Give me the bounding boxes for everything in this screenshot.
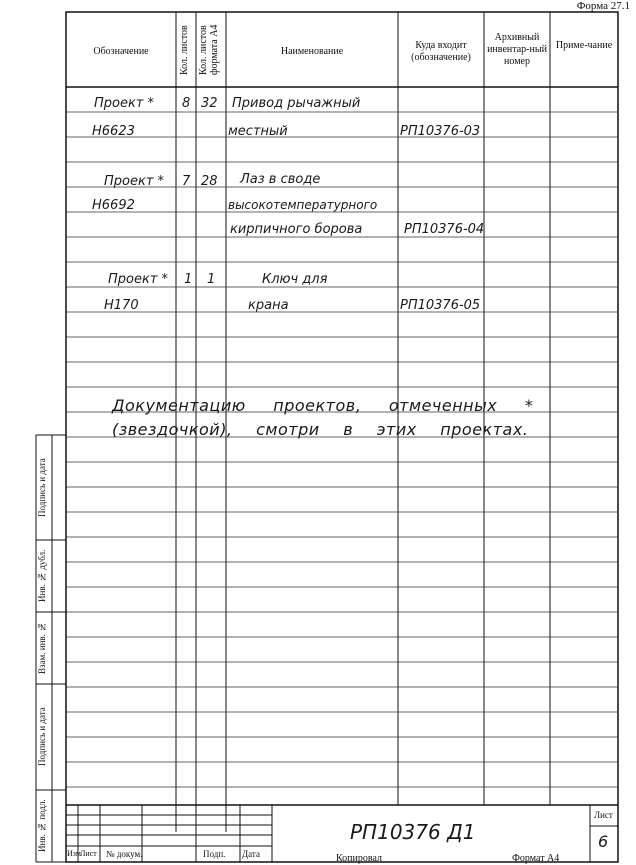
document-code: РП10376 Д1 bbox=[350, 820, 476, 844]
form-label: Форма 27.1 bbox=[576, 0, 630, 12]
row2-name-1: Лаз в своде bbox=[240, 172, 321, 187]
row2-designation-1: Проект * bbox=[104, 174, 165, 189]
row2-a4: 28 bbox=[201, 174, 218, 189]
format-label: Формат А4 bbox=[512, 853, 560, 864]
row1-where-used: РП10376-03 bbox=[400, 124, 481, 139]
row1-a4: 32 bbox=[201, 96, 218, 111]
header-designation: Обозначение bbox=[93, 46, 149, 57]
row1-designation-1: Проект * bbox=[94, 96, 155, 111]
side-sign-date-2: Подпись и дата bbox=[37, 707, 47, 767]
row3-where-used: РП10376-05 bbox=[400, 298, 481, 313]
tb-sheet-label: Лист bbox=[594, 810, 613, 820]
row2-sheets: 7 bbox=[182, 174, 191, 189]
row1-name-1: Привод рычажный bbox=[232, 96, 361, 111]
row3-name-2: крана bbox=[248, 298, 289, 313]
header-name: Наименование bbox=[280, 46, 344, 57]
footnote-line-2: (звездочкой), смотри в этих проектах. bbox=[112, 420, 529, 439]
header-a4-format: Кол. листов формата А4 bbox=[198, 24, 220, 76]
row3-a4: 1 bbox=[207, 272, 216, 287]
row2-name-2: высокотемпературного bbox=[228, 198, 378, 212]
row1-sheets: 8 bbox=[182, 96, 191, 111]
row1-designation-2: Н6623 bbox=[92, 124, 135, 139]
header-note: Приме-чание bbox=[555, 40, 613, 51]
row3-designation-2: Н170 bbox=[104, 298, 139, 313]
footnote-line-1: Документацию проектов, отмеченных * bbox=[112, 396, 534, 415]
tb-col-list: Лист bbox=[80, 849, 97, 858]
row3-designation-1: Проект * bbox=[108, 272, 169, 287]
tb-sheet-number: 6 bbox=[598, 832, 609, 851]
row3-sheets: 1 bbox=[184, 272, 193, 287]
row1-name-2: местный bbox=[228, 124, 288, 139]
row2-name-3: кирпичного борова bbox=[230, 222, 363, 237]
header-sheets-count: Кол. листов bbox=[179, 25, 190, 75]
copied-label: Копировал bbox=[336, 853, 382, 864]
row2-designation-2: Н6692 bbox=[92, 198, 135, 213]
tb-col-date: Дата bbox=[242, 849, 260, 859]
row2-where-used: РП10376-04 bbox=[404, 222, 485, 237]
header-where-used: Куда входит (обозначение) bbox=[411, 40, 471, 63]
side-orig-inv: Инв. № подл. bbox=[37, 799, 47, 853]
tb-col-sign: Подп. bbox=[203, 849, 226, 859]
header-archive-number: Архивный инвентар-ный номер bbox=[487, 32, 547, 67]
row3-name-1: Ключ для bbox=[262, 272, 328, 287]
tb-col-izm: Изм bbox=[67, 849, 81, 858]
tb-col-doc: № докум. bbox=[106, 849, 143, 859]
side-dupl-inv: Инв. № дубл. bbox=[37, 549, 47, 603]
side-sign-date-1: Подпись и дата bbox=[37, 458, 47, 517]
side-repl-inv: Взам. инв. № bbox=[37, 621, 47, 675]
